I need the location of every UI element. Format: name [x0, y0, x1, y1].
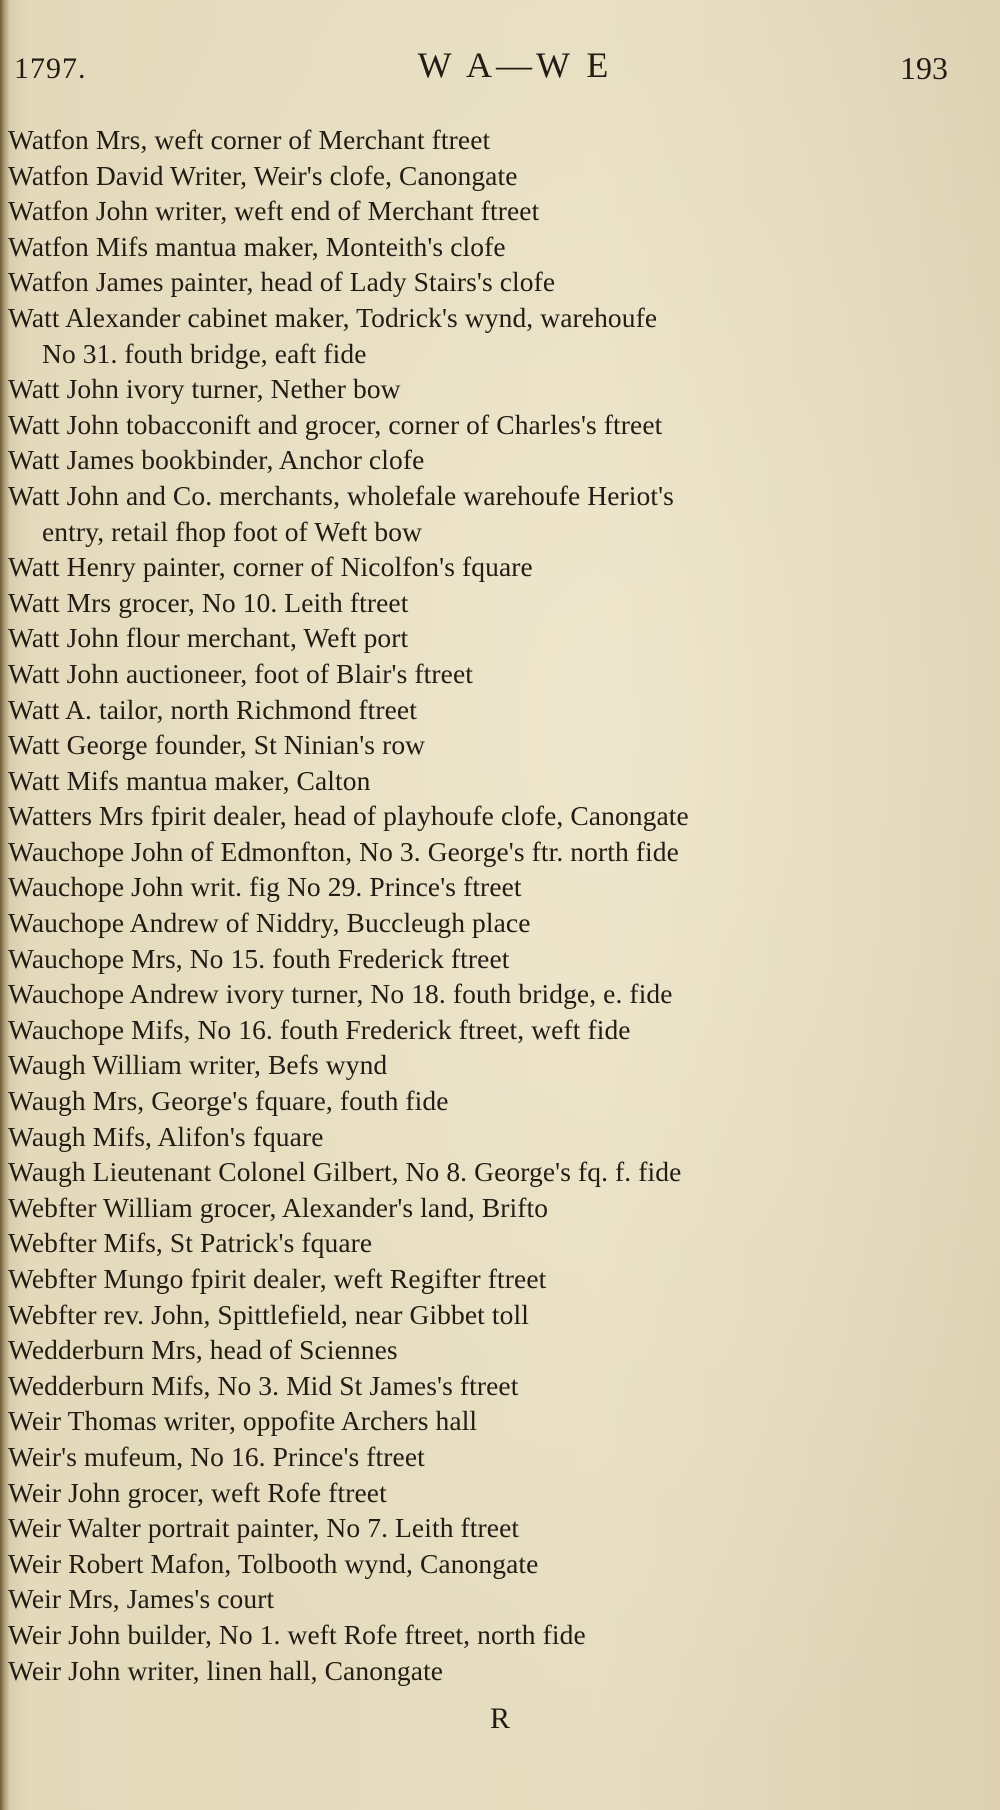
entry-text: Watters Mrs fpirit dealer, head of playhoufe clofe, Canongate [8, 800, 689, 832]
entry-text: Weir's mufeum, No 16. Prince's ftreet [8, 1440, 425, 1472]
directory-entry [8, 585, 998, 621]
directory-entry [8, 407, 998, 443]
directory-entry [8, 442, 998, 478]
entry-text: Wauchope Andrew ivory turner, No 18. fouth bridge, e. fide [8, 978, 673, 1010]
entry-text: Watfon Mrs, weft corner of Merchant ftreet [8, 124, 491, 155]
entry-text: Watt John and Co. merchants, wholefale warehoufe Heriot's [8, 479, 674, 511]
directory-entry [8, 692, 998, 728]
entry-text: Weir John builder, No 1. weft Rofe ftreet, north fide [8, 1618, 586, 1650]
entry-text: Watt Mrs grocer, No 10. Leith ftreet [8, 586, 409, 618]
entry-text: Watt John auctioneer, foot of Blair's ftreet [8, 657, 473, 689]
entry-text: Wauchope John writ. fig No 29. Prince's ftreet [8, 871, 522, 903]
directory-entry [8, 122, 998, 158]
entry-text: Weir Mrs, James's court [8, 1583, 275, 1615]
entry-text: Watfon James painter, head of Lady Stairs's clofe [8, 266, 556, 298]
entry-text: Wauchope Mrs, No 15. fouth Frederick ftreet [8, 942, 510, 974]
entry-text: Webfter William grocer, Alexander's land, Brifto [8, 1191, 549, 1223]
directory-entry [8, 229, 998, 265]
directory-entry [8, 834, 998, 870]
entry-text: Wauchope Mifs, No 16. fouth Frederick ftreet, weft fide [8, 1013, 631, 1045]
directory-entry [8, 1439, 998, 1475]
entry-text: Watt Henry painter, corner of Nicolfon's fquare [8, 551, 533, 583]
entry-text: Weir John writer, linen hall, Canongate [8, 1654, 444, 1686]
entry-text: Webfter Mifs, St Patrick's fquare [8, 1227, 373, 1259]
directory-entry [8, 620, 998, 656]
directory-entries [8, 122, 998, 1688]
directory-entry [8, 1190, 998, 1226]
entry-text: Wedderburn Mrs, head of Sciennes [8, 1334, 398, 1366]
entry-text: Wauchope Andrew of Niddry, Buccleugh place [8, 907, 531, 939]
directory-entry [8, 158, 998, 194]
entry-continuation: entry, retail fhop foot of Weft bow [42, 515, 423, 547]
entry-text: Watfon John writer, weft end of Merchant ftreet [8, 195, 540, 227]
directory-entry [8, 1617, 998, 1653]
entry-text: Watt John flour merchant, Weft port [8, 622, 409, 654]
entry-text: Weir Thomas writer, oppofite Archers hall [8, 1405, 478, 1437]
directory-entry [8, 1581, 998, 1617]
directory-entry [8, 763, 998, 799]
directory-entry [8, 1546, 998, 1582]
entry-continuation: No 31. fouth bridge, eaft fide [42, 337, 367, 369]
entry-text: Waugh Lieutenant Colonel Gilbert, No 8. George's fq. f. fide [8, 1156, 682, 1188]
entry-text: Wauchope John of Edmonfton, No 3. George's ftr. north fide [8, 835, 679, 867]
entry-text: Weir John grocer, weft Rofe ftreet [8, 1476, 387, 1508]
entry-text: Webfter Mungo fpirit dealer, weft Regifter ftreet [8, 1263, 547, 1294]
directory-entry [8, 905, 998, 941]
directory-entry [8, 1047, 998, 1083]
directory-entry [8, 1403, 998, 1439]
entry-text: Webfter rev. John, Spittlefield, near Gibbet toll [8, 1298, 529, 1330]
directory-entry [8, 193, 998, 229]
directory-entry [8, 656, 998, 692]
entry-text: Wedderburn Mifs, No 3. Mid St James's ftreet [8, 1369, 519, 1401]
directory-entry [8, 264, 998, 300]
directory-entry [8, 1653, 998, 1689]
entry-text: Watt George founder, St Ninian's row [8, 729, 426, 761]
directory-entry [8, 549, 998, 585]
directory-entry [8, 1475, 998, 1511]
header-title: W A—W E [417, 45, 613, 85]
entry-text: Weir Robert Mafon, Tolbooth wynd, Canongate [8, 1547, 539, 1579]
directory-entry [8, 371, 998, 407]
entry-text: Watt Mifs mantua maker, Calton [8, 764, 371, 796]
catchword: R [489, 1702, 510, 1735]
directory-entry [8, 1154, 998, 1190]
directory-entry [8, 1012, 998, 1048]
running-header [0, 38, 1000, 88]
directory-entry [8, 1119, 998, 1155]
entry-text: Watt John tobacconift and grocer, corner of Charles's ftreet [8, 408, 663, 440]
entry-text: Weir Walter portrait painter, No 7. Leith ftreet [8, 1512, 520, 1544]
entry-text: Waugh William writer, Befs wynd [8, 1049, 388, 1081]
page-number: 193 [900, 50, 948, 86]
entry-text: Watfon Mifs mantua maker, Monteith's clofe [8, 230, 506, 262]
entry-text: Watfon David Writer, Weir's clofe, Canongate [8, 159, 518, 191]
directory-entry [8, 1510, 998, 1546]
entry-text: Watt James bookbinder, Anchor clofe [8, 444, 425, 476]
header-year: 1797. [14, 52, 87, 85]
directory-entry [8, 1368, 998, 1404]
directory-entry [8, 727, 998, 763]
directory-entry [8, 976, 998, 1012]
directory-entry [8, 1332, 998, 1368]
entry-text: Watt Alexander cabinet maker, Todrick's wynd, warehoufe [8, 301, 658, 333]
directory-entry [8, 1297, 998, 1333]
directory-entry [8, 478, 998, 549]
directory-entry [8, 798, 998, 834]
directory-entry [8, 300, 998, 371]
directory-entry [8, 869, 998, 905]
entry-text: Waugh Mifs, Alifon's fquare [8, 1120, 324, 1152]
directory-entry [8, 941, 998, 977]
directory-entry [8, 1225, 998, 1261]
entry-text: Waugh Mrs, George's fquare, fouth fide [8, 1085, 449, 1117]
entry-text: Watt John ivory turner, Nether bow [8, 373, 401, 405]
entry-text: Watt A. tailor, north Richmond ftreet [8, 693, 417, 725]
directory-entry [8, 1083, 998, 1119]
directory-entry [8, 1261, 998, 1297]
